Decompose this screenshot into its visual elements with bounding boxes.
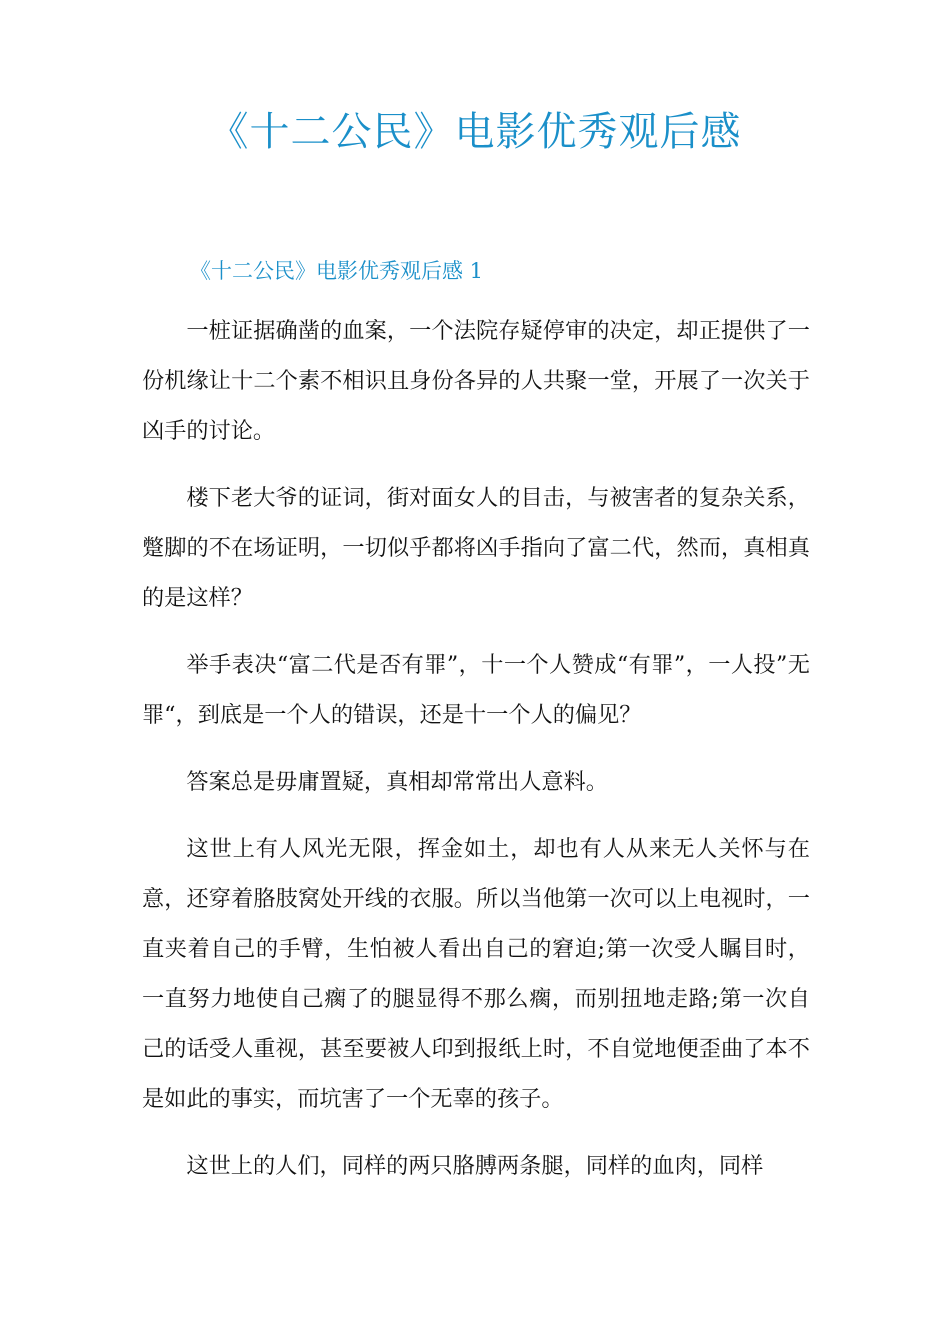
document-title: 《十二公民》电影优秀观后感 [208,109,742,155]
paragraph: 这世上的人们，同样的两只胳膊两条腿，同样的血肉，同样 [186,1153,764,1179]
paragraph: 答案总是毋庸置疑，真相却常常出人意料。 [186,769,608,795]
paragraph: 这世上有人风光无限，挥金如土，却也有人从来无人关怀与在意，还穿着胳肢窝处开线的衣服。所以当他第一次可以上电视时，一直夹着自己的手臂，生怕被人看出自己的窘迫;第一次受人瞩目时，一直努力地使自己瘸了的腿显得不那么瘸，而别扭地走路;第一次自己的话受人重视，甚至要被人印到报纸上时，不自觉地便歪曲了本不是如此的事实，而坑害了一个无辜的孩子。 [142,836,810,1112]
paragraph: 举手表决“富二代是否有罪”，十一个人赞成“有罪”，一人投”无罪“，到底是一个人的错误，还是十一个人的偏见？ [142,652,810,728]
paragraph: 楼下老大爷的证词，街对面女人的目击，与被害者的复杂关系，蹩脚的不在场证明，一切似乎都将凶手指向了富二代，然而，真相真的是这样？ [142,485,810,611]
document-body [142,306,810,1208]
section-heading: 《十二公民》电影优秀观后感 1 [190,259,484,283]
paragraph: 一桩证据确凿的血案，一个法院存疑停审的决定，却正提供了一份机缘让十二个素不相识且身份各异的人共聚一堂，开展了一次关于凶手的讨论。 [142,318,810,444]
